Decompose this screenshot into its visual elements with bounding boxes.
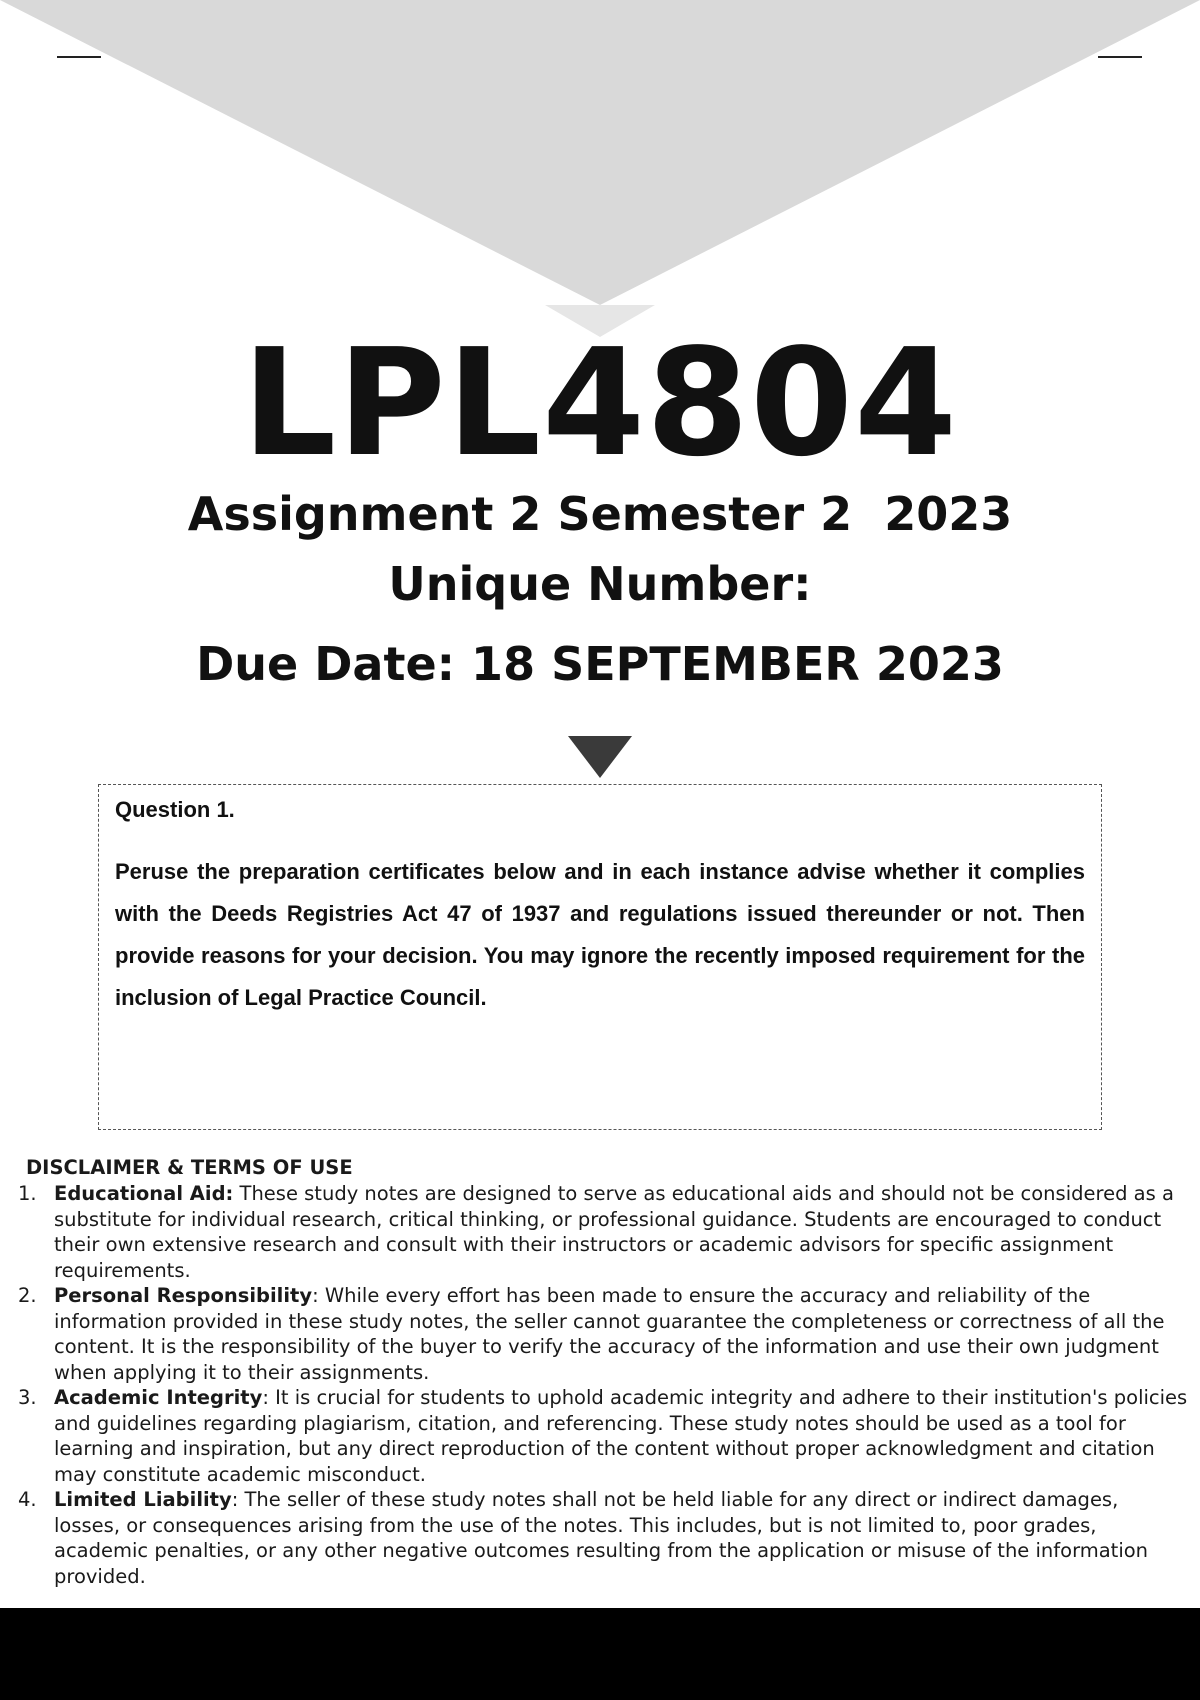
question-body: Peruse the preparation certificates below and in each instance advise whether it complies with the Deeds Registries Act 47 of 1937 and regulations issued thereunder or not. Then provide reasons for your decision. You may ignore the recently imposed requirement for the inclusion of Legal Practice Council. — [115, 859, 1085, 1010]
corner-rule-left — [57, 56, 101, 58]
term-label: Academic Integrity — [54, 1386, 263, 1409]
term-text: : While every effort has been made to ensure the accuracy and reliability of the information provided in these study notes, the seller cannot guarantee the completeness or correctness of all the content. It is the responsibility of the buyer to verify the accuracy of the information and use their own judgment when applying it to their assignments. — [54, 1284, 1165, 1384]
course-code-title: LPL4804 — [242, 317, 958, 489]
term-text: These study notes are designed to serve as educational aids and should not be considered as a substitute for individual research, critical thinking, or professional guidance. Students are encouraged to conduct their own extensive research and consult with their instructors or academic advisors for specific assignment requirements. — [54, 1182, 1174, 1282]
term-item-limited-liability — [18, 1487, 1188, 1589]
disclaimer-title: DISCLAIMER & TERMS OF USE — [26, 1156, 353, 1179]
term-item-educational-aid — [18, 1181, 1188, 1283]
footer-bar — [0, 1608, 1200, 1700]
question-box — [98, 784, 1102, 1130]
corner-rule-right — [1098, 56, 1142, 58]
term-text: : It is crucial for students to uphold academic integrity and adhere to their institution's policies and guidelines regarding plagiarism, citation, and referencing. These study notes should be used as a tool for learning and inspiration, but any direct reproduction of the content without proper acknowledgment and citation may constitute academic misconduct. — [54, 1386, 1188, 1486]
term-label: Limited Liability — [54, 1488, 232, 1511]
term-number: 4. — [18, 1488, 37, 1511]
due-date-label: Due Date: 18 SEPTEMBER 2023 — [196, 637, 1004, 691]
disclaimer-section — [18, 1154, 1188, 1589]
header-banner-shape — [0, 0, 1200, 340]
question-title: Question 1. — [115, 797, 235, 822]
term-number: 3. — [18, 1386, 37, 1409]
assignment-subtitle: Assignment 2 Semester 2 2023 — [187, 487, 1013, 541]
term-item-personal-responsibility — [18, 1283, 1188, 1385]
term-item-academic-integrity — [18, 1385, 1188, 1487]
term-number: 1. — [18, 1182, 37, 1205]
term-label: Personal Responsibility — [54, 1284, 313, 1307]
term-label: Educational Aid: — [54, 1182, 234, 1205]
down-triangle-icon — [568, 736, 632, 778]
terms-list — [18, 1181, 1188, 1589]
term-number: 2. — [18, 1284, 37, 1307]
unique-number-label: Unique Number: — [388, 557, 812, 611]
term-text: : The seller of these study notes shall not be held liable for any direct or indirect damages, losses, or consequences arising from the use of the notes. This includes, but is not limited to, poor grades, academic penalties, or any other negative outcomes resulting from the application or misuse of the information provided. — [54, 1488, 1149, 1588]
